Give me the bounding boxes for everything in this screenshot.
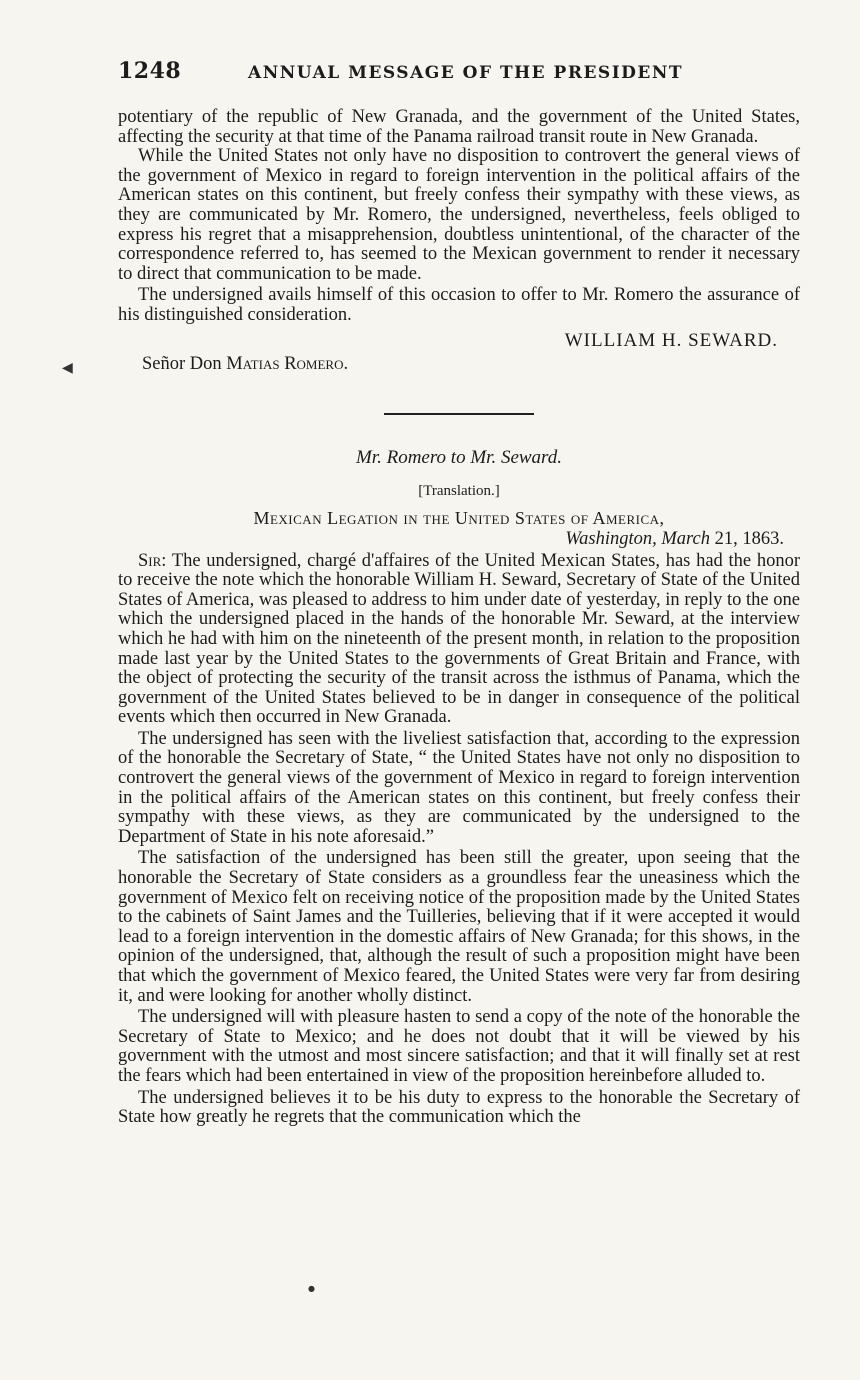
addressee-prefix: Señor Don <box>142 353 222 374</box>
page-number: 1248 <box>118 58 182 84</box>
dateline <box>118 529 784 550</box>
section-divider <box>384 413 534 415</box>
margin-mark: ◀ <box>62 360 73 376</box>
date-month: March <box>661 528 710 549</box>
seward-letter <box>118 108 800 375</box>
letter-title: Mr. Romero to Mr. Seward. <box>355 446 562 468</box>
translation-note: [Translation.] <box>418 482 500 499</box>
document-page <box>118 58 800 1128</box>
romero-letter <box>118 447 800 1128</box>
date-rest: 21, 1863. <box>714 528 784 549</box>
paragraph: potentiary of the republic of New Granada, and the government of the United States, affecting the security at that time of the Panama railroad transit route in New Granada. <box>118 107 800 147</box>
addressee-name: Matias Romero. <box>226 353 349 374</box>
ink-dot: ● <box>308 1284 315 1293</box>
running-title: ANNUAL MESSAGE OF THE PRESIDENT <box>248 63 684 83</box>
addressee <box>142 354 800 375</box>
paragraph: The satisfaction of the undersigned has been still the greater, upon seeing that the honorable the Secretary of State considers as a groundless fear the uneasiness which the government of Mexico felt on receiving notice of the proposition made by the United States to the cabinets of Saint James and the Tuilleries, believing that if it were accepted it would lead to a foreign intervention in the domestic affairs of New Granada; for this shows, in the opinion of the undersigned, that, although the result of such a proposition might have been that which the government of Mexico feared, the United States were very far from desiring it, and were looking for another wholly distinct. <box>118 848 800 1006</box>
paragraph: The undersigned avails himself of this occasion to offer to Mr. Romero the assurance of his distinguished consideration. <box>118 285 800 325</box>
paragraph: The undersigned has seen with the liveliest satisfaction that, according to the expression of the honorable the Secretary of State, “ the United States have not only no disposition to controvert the general views of the government of Mexico in regard to foreign intervention in the political affairs of the American states on this continent, but freely confess their sympathy with these views, as they are communicated by the undersigned to the Department of State in his note aforesaid.” <box>118 728 800 847</box>
salutation: Sir <box>138 550 162 571</box>
legation-heading: Mexican Legation in the United States of America, <box>253 507 665 528</box>
page-header <box>118 58 800 108</box>
paragraph: The undersigned believes it to be his duty to express to the honorable the Secretary of State how greatly he regrets that the communication which the <box>118 1087 800 1128</box>
paragraph <box>118 552 800 728</box>
date-place: Washington, <box>565 528 657 549</box>
signature: WILLIAM H. SEWARD. <box>564 329 778 351</box>
paragraph: While the United States not only have no disposition to controvert the general views of the government of Mexico in regard to foreign intervention in the political affairs of the American states on this continent, but freely confess their sympathy with these views, as they are communicated by Mr. Romero, the undersigned, nevertheless, feels obliged to express his regret that a misapprehension, doubtless unintentional, of the character of the correspondence referred to, has seemed to the Mexican government to render it necessary to direct that communication to be made. <box>118 146 800 284</box>
paragraph: The undersigned will with pleasure hasten to send a copy of the note of the honorable the Secretary of State to Mexico; and he does not doubt that it will be viewed by his government with the utmost and most sincere satisfaction; and that it will finally set at rest the fears which had been entertained in view of the proposition hereinbefore alluded to. <box>118 1007 800 1086</box>
paragraph-text: : The undersigned, chargé d'affaires of the United Mexican States, has had the honor to receive the note which the honorable William H. Seward, Secretary of State of the United States of America, was pleased to address to him under date of yesterday, in reply to the one which the undersigned placed in the hands of the honorable Mr. Seward, at the interview which he had with him on the nineteenth of the present month, in relation to the proposition made last year by the United States to the governments of Great Britain and France, with the object of protecting the security of the transit across the isthmus of Panama, which the government of the United States believed to be in danger in consequence of the political events which then occurred in New Granada. <box>118 550 800 728</box>
